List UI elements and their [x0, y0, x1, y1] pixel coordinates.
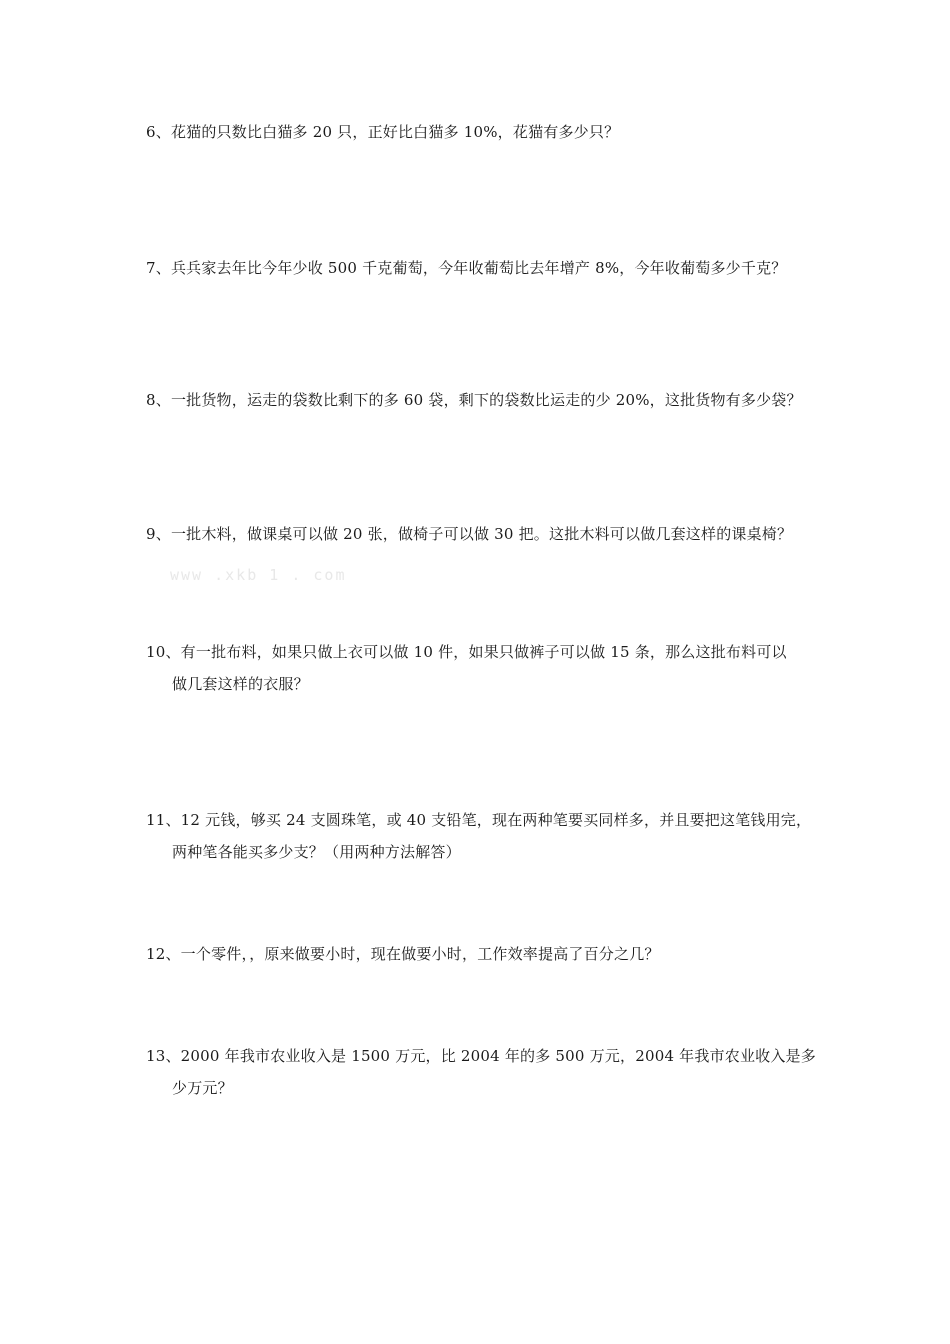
problem-10 — [146, 636, 826, 700]
problem-13-text-line2: 少万元？ — [172, 1079, 233, 1097]
problem-11 — [146, 804, 826, 868]
problem-8-text: 8、一批货物，运走的袋数比剩下的多 60 袋，剩下的袋数比运走的少 20%，这批货物有多少袋？ — [146, 391, 802, 409]
problem-10-text-line1: 10、有一批布料，如果只做上衣可以做 10 件，如果只做裤子可以做 15 条，那么这批布料可以 — [146, 643, 787, 661]
problem-12 — [146, 938, 826, 970]
problem-12-text: 12、一个零件，，原来做要小时，现在做要小时，工作效率提高了百分之几？ — [146, 945, 660, 963]
problem-11-text-line2: 两种笔各能买多少支？（用两种方法解答） — [172, 843, 461, 861]
problem-10-text-line2: 做几套这样的衣服？ — [172, 675, 309, 693]
problem-8 — [146, 384, 826, 416]
problem-6-text: 6、花猫的只数比白猫多 20 只，正好比白猫多 10%，花猫有多少只？ — [146, 123, 620, 141]
problem-13-text-line1: 13、2000 年我市农业收入是 1500 万元，比 2004 年的多 500 万元，2004 年我市农业收入是多 — [146, 1047, 816, 1065]
problem-7-text: 7、兵兵家去年比今年少收 500 千克葡萄，今年收葡萄比去年增产 8%，今年收葡萄多少千克？ — [146, 259, 787, 277]
problem-13 — [146, 1040, 826, 1104]
problem-6 — [146, 116, 826, 148]
problem-11-text-line1: 11、12 元钱，够买 24 支圆珠笔，或 40 支铅笔，现在两种笔要买同样多，并且要把这笔钱用完， — [146, 811, 812, 829]
watermark-text: www .xkb 1 . com — [170, 566, 347, 584]
problem-7 — [146, 252, 826, 284]
problem-9 — [146, 518, 826, 550]
problem-9-text: 9、一批木料，做课桌可以做 20 张，做椅子可以做 30 把。这批木料可以做几套这样的课桌椅？ — [146, 525, 793, 543]
